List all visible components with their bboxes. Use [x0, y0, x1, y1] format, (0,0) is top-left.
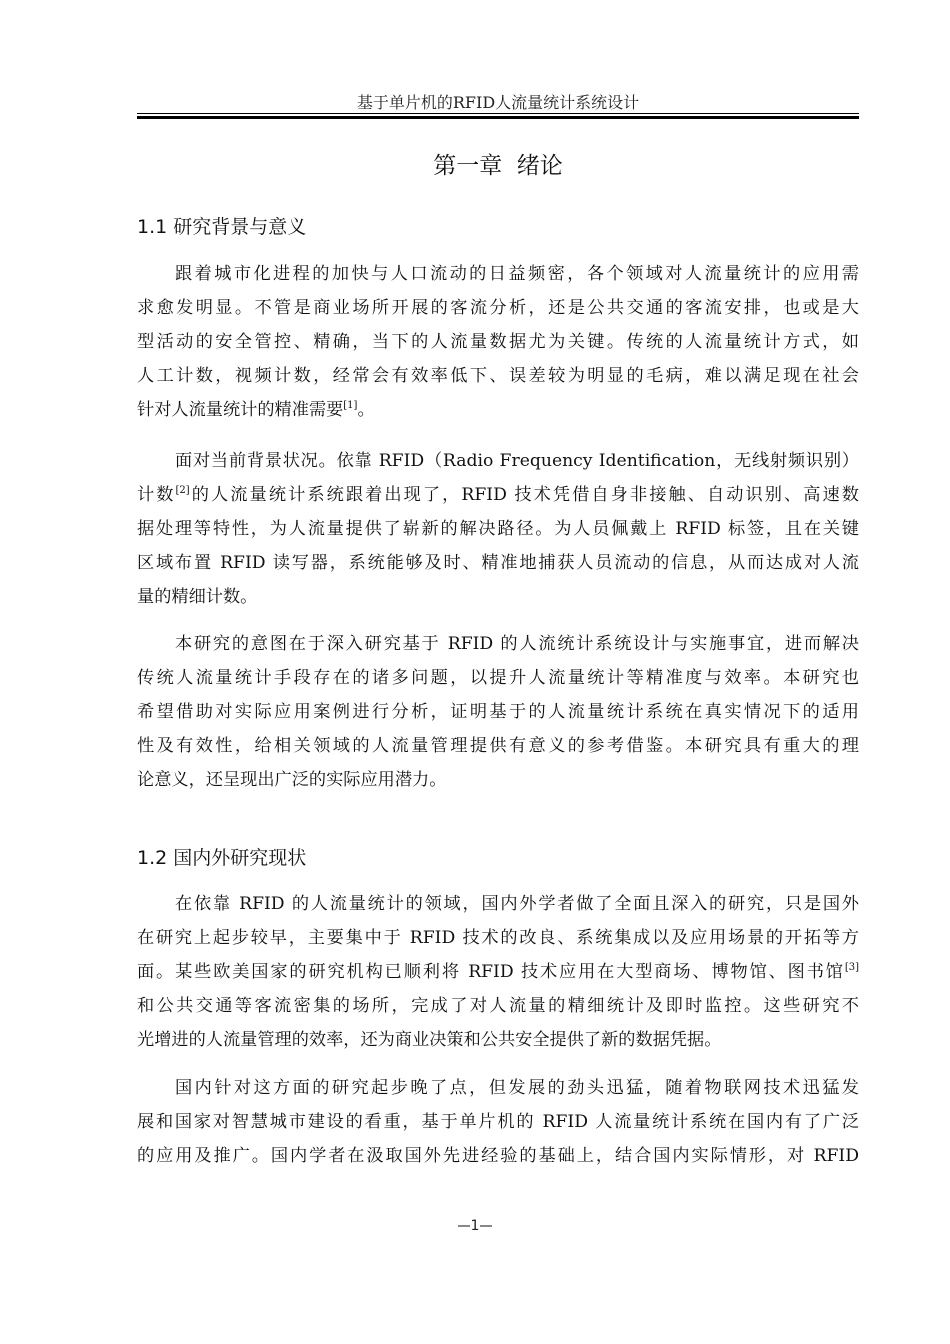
paragraph-1-1-3 [137, 627, 859, 797]
paragraph-1-2-1 [137, 887, 859, 1057]
text-line: 和公共交通等客流密集的场所，完成了对人流量的精细统计及即时监控。这些研究不 [137, 996, 859, 1016]
text-line: 求愈发明显。不管是商业场所开展的客流分析，还是公共交通的客流安排，也或是大 [137, 298, 859, 318]
text-line: 人工计数，视频计数，经常会有效率低下、误差较为明显的毛病，难以满足现在社会 [137, 366, 859, 386]
section-title-1-2: 1.2 国内外研究现状 [137, 847, 307, 869]
text-line: 希望借助对实际应用案例进行分析，证明基于的人流量统计系统在真实情况下的适用 [137, 702, 859, 722]
chapter-title: 第一章 绪论 [433, 153, 563, 179]
paragraph-1-1-2 [137, 444, 859, 614]
text-line: 传统人流量统计手段存在的诸多问题，以提升人流量统计等精准度与效率。本研究也 [137, 668, 859, 688]
text-line: 的应用及推广。国内学者在汲取国外先进经验的基础上，结合国内实际情形，对 RFID [137, 1146, 859, 1166]
text-line: 跟着城市化进程的加快与人口流动的日益频密，各个领域对人流量统计的应用需 [175, 264, 859, 284]
section-title-1-1: 1.1 研究背景与意义 [137, 216, 307, 238]
page-number: 1 [0, 1218, 950, 1234]
text-line: 展和国家对智慧城市建设的看重，基于单片机的 RFID 人流量统计系统在国内有了广泛 [137, 1112, 859, 1132]
citation: [1] [343, 400, 358, 411]
text-line: 计数[2]的人流量统计系统跟着出现了，RFID 技术凭借自身非接触、自动识别、高速数 [137, 485, 859, 505]
text-line: 在依靠 RFID 的人流量统计的领域，国内外学者做了全面且深入的研究，只是国外 [175, 894, 859, 914]
text-line: 面对当前背景状况。依靠 RFID（Radio Frequency Identification，无线射频识别） [175, 451, 859, 471]
text-line: 性及有效性，给相关领域的人流量管理提供有意义的参考借鉴。本研究具有重大的理 [137, 736, 859, 756]
text-line: 论意义，还呈现出广泛的实际应用潜力。 [137, 770, 447, 790]
running-header: 基于单片机的RFID人流量统计系统设计 [356, 93, 640, 112]
paragraph-1-1-1 [137, 257, 859, 427]
text-line: 在研究上起步较早，主要集中于 RFID 技术的改良、系统集成以及应用场景的开拓等方 [137, 928, 859, 948]
text-line: 光增进的人流量管理的效率，还为商业决策和公共安全提供了新的数据凭据。 [137, 1030, 722, 1050]
text-line: 国内针对这方面的研究起步晚了点，但发展的劲头迅猛，随着物联网技术迅猛发 [175, 1078, 859, 1098]
dash-left [458, 1225, 470, 1227]
dash-right [480, 1225, 492, 1227]
text-line: 本研究的意图在于深入研究基于 RFID 的人流统计系统设计与实施事宜，进而解决 [175, 634, 859, 654]
text-line: 量的精细计数。 [137, 587, 258, 607]
citation: [3] [844, 962, 859, 973]
text-line: 区域布置 RFID 读写器，系统能够及时、精准地捕获人员流动的信息，从而达成对人流 [137, 553, 859, 573]
header-rule-thick [137, 116, 859, 119]
citation: [2] [175, 485, 190, 496]
text-line: 针对人流量统计的精准需要[1]。 [137, 400, 375, 420]
text-line: 面。某些欧美国家的研究机构已顺利将 RFID 技术应用在大型商场、博物馆、图书馆[3] [137, 962, 859, 982]
text-line: 型活动的安全管控、精确，当下的人流量数据尤为关键。传统的人流量统计方式，如 [137, 332, 859, 352]
text-line: 据处理等特性，为人流量提供了崭新的解决路径。为人员佩戴上 RFID 标签，且在关键 [137, 519, 859, 539]
header-rule-thin [137, 113, 859, 114]
paragraph-1-2-2 [137, 1071, 859, 1173]
